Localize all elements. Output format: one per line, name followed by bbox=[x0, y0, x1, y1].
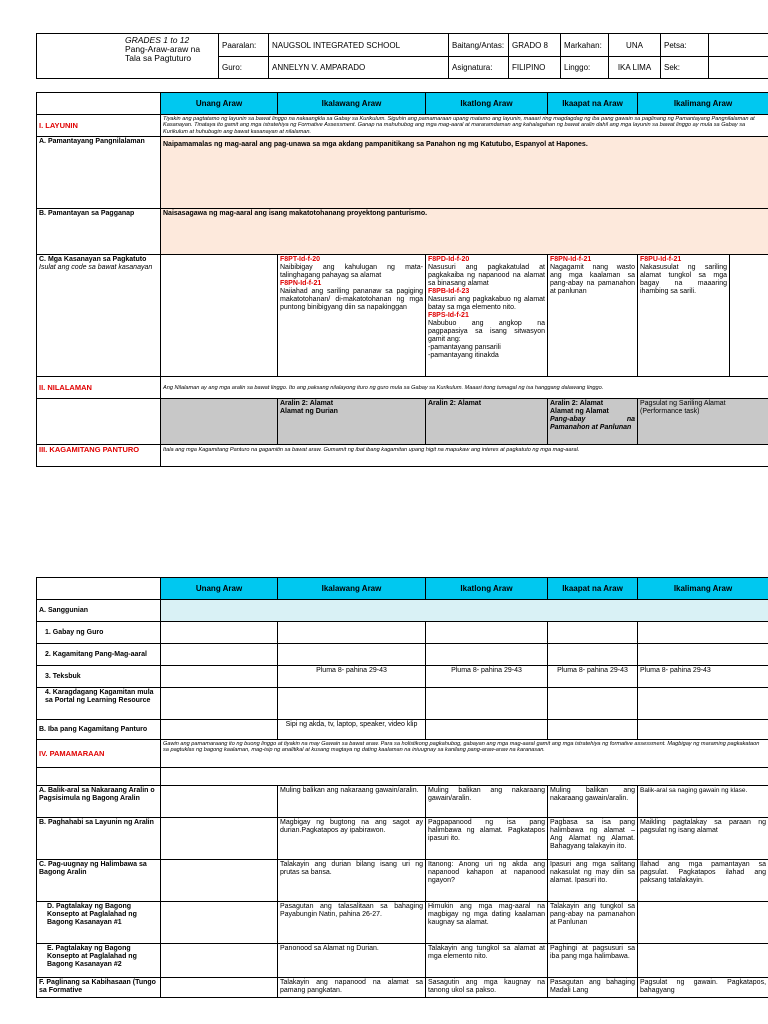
aralin-day-5: Pagsulat ng Sariling Alamat (Performance task) bbox=[638, 399, 768, 445]
paaralan-label: Paaralan: bbox=[219, 34, 269, 57]
pag-uugnay-d4: Ipasuri ang mga salitang nakasulat ng may diin sa alamat. Ipasuri ito. bbox=[548, 860, 638, 902]
gabay-d2 bbox=[278, 622, 426, 644]
kasanayan-label: C. Mga Kasanayan sa Pagkatuto bbox=[39, 256, 147, 263]
paghahabi-d2: Magbigay ng bugtong na ang sagot ay durian.Pagkatapos ay ipabirawon. bbox=[278, 818, 426, 860]
guro-value: ANNELYN V. AMPARADO bbox=[269, 57, 449, 79]
baitang-label: Baitang/Antas: bbox=[449, 34, 509, 57]
day-header-4: Ikaapat na Araw bbox=[548, 578, 638, 600]
aralin-day-2 bbox=[278, 399, 426, 445]
balik-d2: Muling balikan ang nakaraang gawain/aralin. bbox=[278, 786, 426, 818]
pamamaraan-spacer bbox=[161, 768, 768, 786]
kasanayan-note: Isulat ang code sa bawat kasanayan bbox=[39, 264, 153, 271]
pag-uugnay-d3: Itanong: Anong uri ng akda ang napanood kahapon at napanood ngayon? bbox=[426, 860, 548, 902]
competency-text: Naibibigay ang kahulugan ng mata-talinghagang pahayag sa alamat bbox=[280, 264, 423, 279]
pagtalakay2-label: E. Pagtalakay ng Bagong Konsepto at Paglalahad ng Bagong Kasanayan #2 bbox=[37, 944, 161, 978]
paghahabi-d3: Pagpapanood ng isa pang halimbawa ng alamat. Pagkatapos ipasuri ito. bbox=[426, 818, 548, 860]
lesson-plan-table-2 bbox=[36, 577, 768, 998]
teksbuk-d1 bbox=[161, 666, 278, 688]
linggo-label: Linggo: bbox=[561, 57, 609, 79]
pangnilalaman-label: A. Pamantayang Pangnilalaman bbox=[37, 137, 161, 209]
karagdagan-d1 bbox=[161, 688, 278, 720]
guro-label: Guro: bbox=[219, 57, 269, 79]
pagtalakay1-d4: Talakayin ang tungkol sa pang-abay na pamanahon at Panlunan bbox=[548, 902, 638, 944]
aralin-title: Aralin 2: Alamat bbox=[550, 400, 604, 407]
iba-d4 bbox=[548, 720, 638, 740]
karagdagan-label: 4. Karagdagang Kagamitan mula sa Portal ng Learning Resource bbox=[37, 688, 161, 720]
paglinang-label: F. Paglinang sa Kabihasaan (Tungo sa Formative bbox=[37, 978, 161, 998]
pagtalakay1-label: D. Pagtalakay ng Bagong Konsepto at Paglalahad ng Bagong Kasanayan #1 bbox=[37, 902, 161, 944]
balik-d4: Muling balikan ang nakaraang gawain/aralin. bbox=[548, 786, 638, 818]
kagamitang-d1 bbox=[161, 644, 278, 666]
competency-text: -pamantayang itinakda bbox=[428, 352, 499, 359]
aralin-day-4 bbox=[548, 399, 638, 445]
paghahabi-d5: Maikling pagtalakay sa paraan ng pagsulat ng isang alamat bbox=[638, 818, 768, 860]
nilalaman-blank bbox=[37, 399, 161, 445]
iba-d1 bbox=[161, 720, 278, 740]
markahan-value: UNA bbox=[609, 34, 661, 57]
asignatura-value: FILIPINO bbox=[509, 57, 561, 79]
balik-d3: Muling balikan ang nakaraang gawain/aralin. bbox=[426, 786, 548, 818]
pagtalakay2-d5 bbox=[638, 944, 768, 978]
gabay-label: 1. Gabay ng Guro bbox=[37, 622, 161, 644]
kasanayan-day-3 bbox=[426, 255, 548, 377]
paglinang-d4: Pasagutan ang bahaging Madali Lang bbox=[548, 978, 638, 998]
pamamaraan-label: IV. PAMAMARAAN bbox=[37, 740, 161, 768]
aralin-title: Aralin 2: Alamat bbox=[428, 400, 482, 407]
header-table bbox=[36, 33, 768, 79]
paglinang-d2: Talakayin ang napanood na alamat sa pamang pangkatan. bbox=[278, 978, 426, 998]
petsa-label: Petsa: bbox=[661, 34, 709, 57]
iba-d3 bbox=[426, 720, 548, 740]
competency-text: Nagagamit nang wasto ang mga kaalaman sa pang-abay na pamanahon at panlunan bbox=[550, 264, 635, 295]
paglinang-d1 bbox=[161, 978, 278, 998]
layunin-text: Tiyakin ang pagtatamo ng layunin sa bawat linggo na nakaangkla sa Gabay sa Kurikulum. Siguhin ang pamamaraan upang matamo ang layunin, maaari ring magdagdag ng iba pang gawain sa paglinang ng Pamantayang Pangnilalaman at Kasanayan. Tinataya ito gamit ang mga istratehiya ng Formative Assessment. Ganap na mahuhubog ang mga mag-aaral at mararamdaman ang kahalagahan ng bawat aralin dahil ang mga layunin sa bawat linggo ay mula sa Gabay sa Kurikulum at huhubugin ang bawat kasanayan at nilalaman. bbox=[161, 115, 768, 137]
kasanayan-day-4 bbox=[548, 255, 638, 377]
pagtalakay2-d4: Paghingi at pagsusuri sa iba pang mga halimbawa. bbox=[548, 944, 638, 978]
document-title bbox=[37, 34, 219, 79]
pagtalakay2-d1 bbox=[161, 944, 278, 978]
competency-code: F8PN-Id-f-21 bbox=[280, 280, 322, 287]
pag-uugnay-d1 bbox=[161, 860, 278, 902]
karagdagan-d5 bbox=[638, 688, 768, 720]
pamamaraan-text: Gawin ang pamamaraang ito ng buong linggo at tiyakin na may Gawain sa bawat araw. Para sa holistikong pagkahubog, gabayan ang mga mag-aaral gamit ang mga istratehiya ng formative assessment. Magbigay ng maraming pagkakataon sa pagtuklas ng bagong kaalaman, mag-isip ng analitikal at kusang magtaya ng dating kaalaman na iniuugnay sa kanilang pang-araw-araw na karanasan. bbox=[161, 740, 768, 768]
nilalaman-text: Ang Nilalaman ay ang mga aralin sa bawat linggo. Ito ang paksang nilalayong ituro ng guro mula sa Gabay sa Kurikulum. Maaari itong tumagal ng isa hanggang dalawang linggo. bbox=[161, 377, 768, 399]
karagdagan-d4 bbox=[548, 688, 638, 720]
day-header-3: Ikatlong Araw bbox=[426, 93, 548, 115]
competency-code: F8PN-Id-f-21 bbox=[550, 256, 592, 263]
title-line-2: Pang-Araw-araw na bbox=[125, 44, 201, 54]
teksbuk-d3: Pluma 8- pahina 29-43 bbox=[426, 666, 548, 688]
competency-code: F8PS-Id-f-21 bbox=[428, 312, 469, 319]
asignatura-label: Asignatura: bbox=[449, 57, 509, 79]
iba-label: B. Iba pang Kagamitang Panturo bbox=[37, 720, 161, 740]
competency-text: Nabubuo ang angkop na pagpapasiya sa isang sitwasyon gamit ang: bbox=[428, 320, 545, 343]
aralin-topic: Pang-abay na Pamanahon at Panlunan bbox=[550, 416, 635, 431]
aralin-subtitle: Alamat ng Durian bbox=[280, 408, 338, 415]
teksbuk-d5: Pluma 8- pahina 29-43 bbox=[638, 666, 768, 688]
title-line-3: Tala sa Pagtuturo bbox=[125, 53, 192, 63]
day-header-3: Ikatlong Araw bbox=[426, 578, 548, 600]
aralin-title: Aralin 2: Alamat bbox=[280, 400, 334, 407]
kagamitang-d5 bbox=[638, 644, 768, 666]
gabay-d3 bbox=[426, 622, 548, 644]
pagtalakay1-d5 bbox=[638, 902, 768, 944]
kasanayan-day-5 bbox=[638, 255, 730, 377]
kagamitang-label: 2. Kagamitang Pang-Mag-aaral bbox=[37, 644, 161, 666]
corner-cell-2 bbox=[37, 578, 161, 600]
markahan-label: Markahan: bbox=[561, 34, 609, 57]
pagtalakay1-d3: Himukin ang mga mag-aaral na magbigay ng mga dating kaalaman kaugnay sa alamat. bbox=[426, 902, 548, 944]
kagamitang-d3 bbox=[426, 644, 548, 666]
pagtalakay1-d1 bbox=[161, 902, 278, 944]
teksbuk-d2: Pluma 8- pahina 29-43 bbox=[278, 666, 426, 688]
balik-d1 bbox=[161, 786, 278, 818]
day-header-5: Ikalimang Araw bbox=[638, 93, 768, 115]
pag-uugnay-d5: Ilahad ang mga pamantayan sa pagsulat. Pagkatapos ilahad ang paksang tatalakayin. bbox=[638, 860, 768, 902]
pag-uugnay-label: C. Pag-uugnay ng Halimbawa sa Bagong Aralin bbox=[37, 860, 161, 902]
aralin-subtitle: Alamat ng Alamat bbox=[550, 408, 609, 415]
kagamitang-d2 bbox=[278, 644, 426, 666]
paglinang-d5: Pagsulat ng gawain. Pagkatapos, bahagyang bbox=[638, 978, 768, 998]
nilalaman-label: II. NILALAMAN bbox=[37, 377, 161, 399]
kagamitan-label: III. KAGAMITANG PANTURO bbox=[37, 445, 161, 467]
paghahabi-d4: Pagbasa sa isa pang halimbawa ng alamat – Ang Alamat ng Alamat. Bahagyang talakayin ito. bbox=[548, 818, 638, 860]
kasanayan-cell bbox=[37, 255, 161, 377]
iba-d2: Sipi ng akda, tv, laptop, speaker, video klip bbox=[278, 720, 426, 740]
balik-label: A. Balik-aral sa Nakaraang Aralin o Pagsisimula ng Bagong Aralin bbox=[37, 786, 161, 818]
pagtalakay2-d3: Talakayin ang tungkol sa alamat at mga elemento nito. bbox=[426, 944, 548, 978]
pagtalakay2-d2: Panonood sa Alamat ng Durian. bbox=[278, 944, 426, 978]
corner-cell bbox=[37, 93, 161, 115]
baitang-value: GRADO 8 bbox=[509, 34, 561, 57]
sanggunian-label: A. Sanggunian bbox=[37, 600, 161, 622]
paghahabi-d1 bbox=[161, 818, 278, 860]
competency-text: Nasusuri ang pagkakatulad at pagkakaiba ng napanood na alamat sa binasang alamat bbox=[428, 264, 545, 287]
competency-code: F8PB-Id-f-23 bbox=[428, 288, 470, 295]
gabay-d1 bbox=[161, 622, 278, 644]
pagganap-text: Naisasagawa ng mag-aaral ang isang makatotohanang proyektong panturismo. bbox=[161, 209, 768, 255]
day-header-4: Ikaapat na Araw bbox=[548, 93, 638, 115]
day-header-5: Ikalimang Araw bbox=[638, 578, 768, 600]
competency-text: -pamantayang pansarili bbox=[428, 344, 501, 351]
empty-extra-cell bbox=[730, 255, 768, 377]
sek-label: Sek: bbox=[661, 57, 709, 79]
day-header-1: Unang Araw bbox=[161, 93, 278, 115]
competency-code: F8PT-Id-f-20 bbox=[280, 256, 321, 263]
competency-text: Naiiahad ang sariling pananaw sa pagiging makatotohanan/ di-makatotohanan ng mga puntong binibigyang diin sa napakinggan bbox=[280, 288, 423, 311]
competency-text: Nakasusulat ng sariling alamat tungkol sa mga bagay na maaaring ihambing sa sarili. bbox=[640, 264, 727, 295]
kagamitang-d4 bbox=[548, 644, 638, 666]
sanggunian-band bbox=[161, 600, 768, 622]
competency-text: Nasusuri ang pagkakabuo ng alamat batay sa mga elemento nito. bbox=[428, 296, 545, 311]
aralin-day-1 bbox=[161, 399, 278, 445]
paghahabi-label: B. Paghahabi sa Layunin ng Aralin bbox=[37, 818, 161, 860]
teksbuk-d4: Pluma 8- pahina 29-43 bbox=[548, 666, 638, 688]
karagdagan-d3 bbox=[426, 688, 548, 720]
day-header-1: Unang Araw bbox=[161, 578, 278, 600]
sek-value bbox=[709, 57, 768, 79]
kagamitan-text: Itala ang mga Kagamitang Panturo na gagamitin sa bawat araw. Gumamit ng ibat ibang kagamitan upang higit na mapukaw ang interes at pagkatuto ng mga mag-aaral. bbox=[161, 445, 768, 467]
title-line-1: GRADES 1 to 12 bbox=[125, 35, 190, 45]
teksbuk-label: 3. Teksbuk bbox=[37, 666, 161, 688]
kasanayan-day-2 bbox=[278, 255, 426, 377]
paaralan-value: NAUGSOL INTEGRATED SCHOOL bbox=[269, 34, 449, 57]
pamamaraan-blank bbox=[37, 768, 161, 786]
balik-d5: Balik-aral sa naging gawain ng klase. bbox=[638, 786, 768, 818]
pangnilalaman-text: Naipamamalas ng mag-aaral ang pag-unawa sa mga akdang pampanitikang sa Panahon ng mg Katutubo, Espanyol at Hapones. bbox=[161, 137, 768, 209]
gabay-d4 bbox=[548, 622, 638, 644]
petsa-value bbox=[709, 34, 768, 57]
pag-uugnay-d2: Talakayin ang durian bilang isang uri ng prutas sa bansa. bbox=[278, 860, 426, 902]
aralin-day-3 bbox=[426, 399, 548, 445]
competency-code: F8PU-Id-f-21 bbox=[640, 256, 682, 263]
iba-d5 bbox=[638, 720, 768, 740]
linggo-value: IKA LIMA bbox=[609, 57, 661, 79]
lesson-plan-table-1 bbox=[36, 92, 768, 467]
day-header-2: Ikalawang Araw bbox=[278, 93, 426, 115]
paglinang-d3: Sasagutin ang mga kaugnay na tanong ukol sa pakso. bbox=[426, 978, 548, 998]
pagtalakay1-d2: Pasagutan ang talasalitaan sa bahaging Payabungin Natin, pahina 26-27. bbox=[278, 902, 426, 944]
karagdagan-d2 bbox=[278, 688, 426, 720]
gabay-d5 bbox=[638, 622, 768, 644]
kasanayan-day-1 bbox=[161, 255, 278, 377]
layunin-label: I. LAYUNIN bbox=[37, 115, 161, 137]
competency-code: F8PD-Id-f-20 bbox=[428, 256, 470, 263]
day-header-2: Ikalawang Araw bbox=[278, 578, 426, 600]
pagganap-label: B. Pamantayan sa Pagganap bbox=[37, 209, 161, 255]
